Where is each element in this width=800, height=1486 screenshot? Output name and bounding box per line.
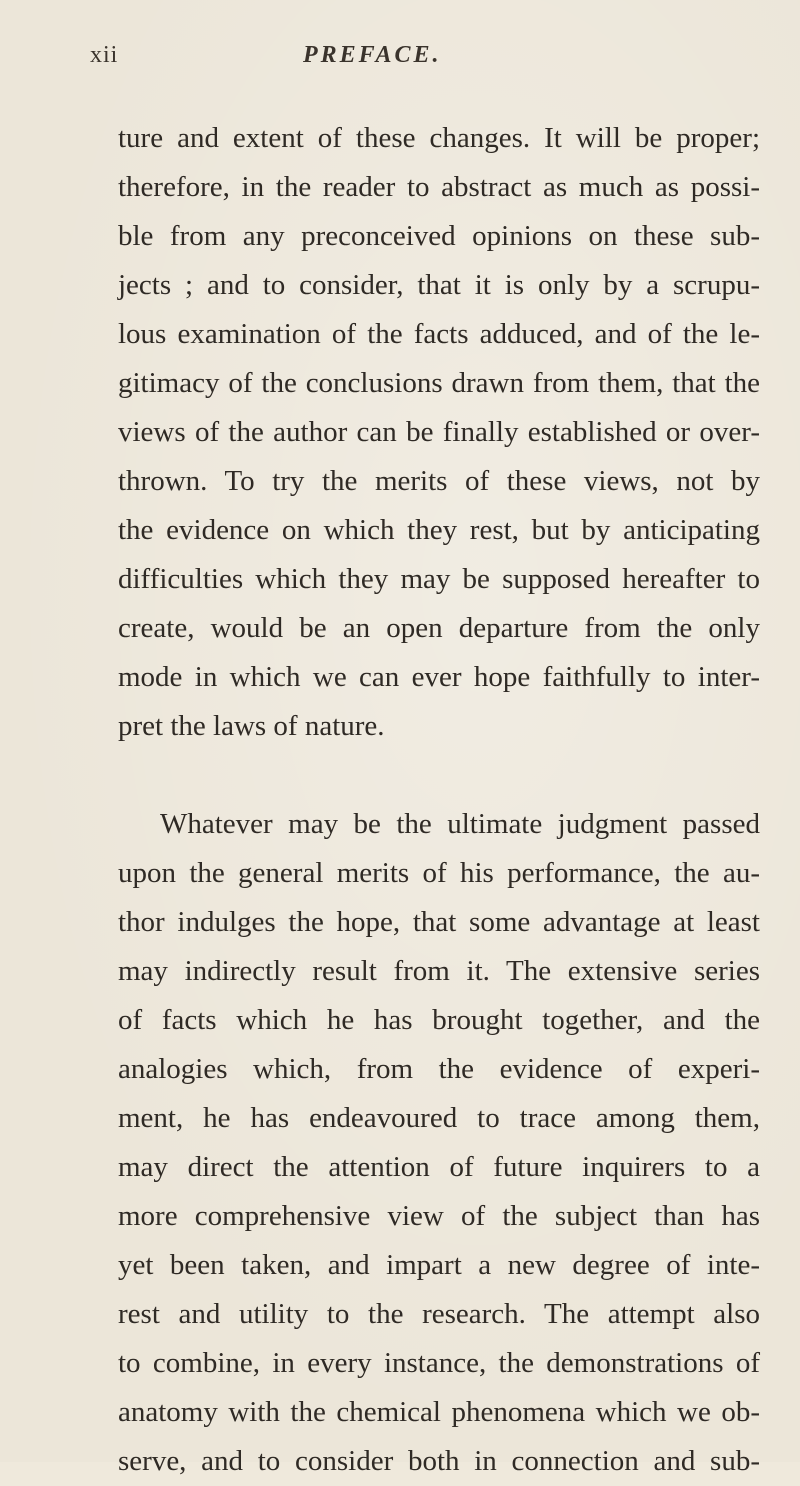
- text-line: ble from any preconceived opinions on these sub-: [118, 220, 760, 252]
- text-line: of facts which he has brought together, and the: [118, 1004, 760, 1036]
- text-line: views of the author can be finally established or over-: [118, 416, 760, 448]
- text-line: analogies which, from the evidence of experi-: [118, 1053, 760, 1085]
- text-line: mode in which we can ever hope faithfully to inter-: [118, 661, 760, 693]
- paragraph: [118, 114, 760, 751]
- text-line: anatomy with the chemical phenomena which we ob-: [118, 1396, 760, 1428]
- text-line: pret the laws of nature.: [118, 710, 385, 742]
- text-line: the evidence on which they rest, but by anticipating: [118, 514, 760, 546]
- running-head-title: PREFACE.: [303, 42, 442, 68]
- page-number: xii: [90, 42, 119, 68]
- text-line: jects ; and to consider, that it is only by a scrupu-: [118, 269, 760, 301]
- running-head: [90, 42, 760, 82]
- paragraph-gap: [118, 751, 760, 800]
- text-line: more comprehensive view of the subject than has: [118, 1200, 760, 1232]
- text-line: serve, and to consider both in connection and sub-: [118, 1445, 760, 1477]
- text-line: difficulties which they may be supposed hereafter to: [118, 563, 760, 595]
- body-text: [118, 114, 760, 1486]
- text-line: upon the general merits of his performance, the au-: [118, 857, 760, 889]
- text-line: therefore, in the reader to abstract as much as possi-: [118, 171, 760, 203]
- text-line: thrown. To try the merits of these views, not by: [118, 465, 760, 497]
- text-line: may direct the attention of future inquirers to a: [118, 1151, 760, 1183]
- text-line: gitimacy of the conclusions drawn from them, that the: [118, 367, 760, 399]
- text-line: ment, he has endeavoured to trace among them,: [118, 1102, 760, 1134]
- text-line: rest and utility to the research. The attempt also: [118, 1298, 760, 1330]
- text-line: yet been taken, and impart a new degree of inte-: [118, 1249, 760, 1281]
- text-line: ture and extent of these changes. It will be proper;: [118, 122, 760, 154]
- text-line: create, would be an open departure from the only: [118, 612, 760, 644]
- text-line: lous examination of the facts adduced, and of the le-: [118, 318, 760, 350]
- text-line: to combine, in every instance, the demonstrations of: [118, 1347, 760, 1379]
- text-line: thor indulges the hope, that some advantage at least: [118, 906, 760, 938]
- paragraph: [118, 800, 760, 1486]
- text-line: may indirectly result from it. The extensive series: [118, 955, 760, 987]
- text-line: Whatever may be the ultimate judgment passed: [160, 808, 760, 840]
